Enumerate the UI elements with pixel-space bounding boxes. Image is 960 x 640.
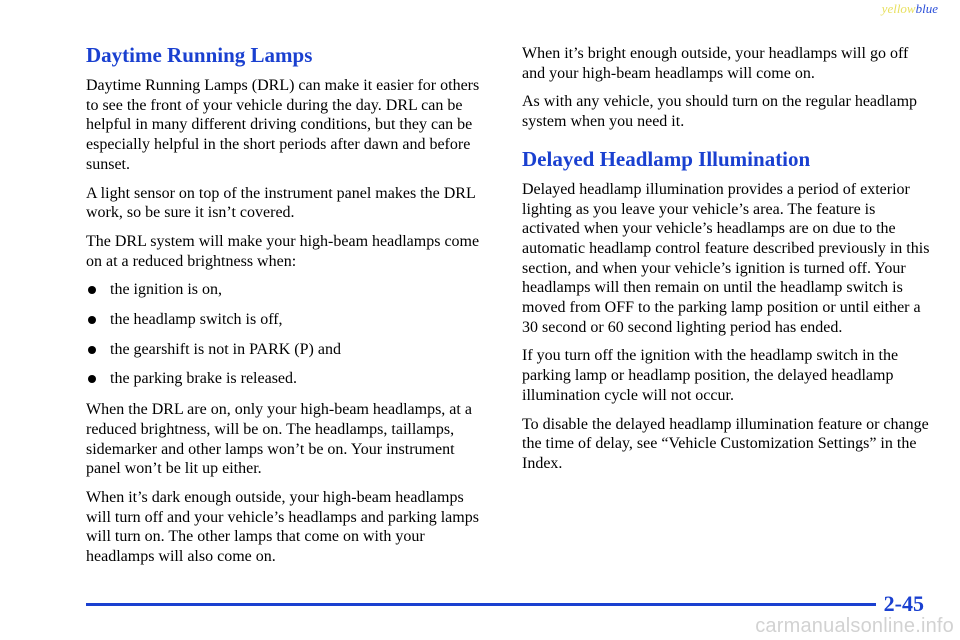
paragraph: When it’s bright enough outside, your headlamps will go off and your high‑beam headlamps will come on.	[522, 45, 909, 82]
section-heading-daytime-running-lamps: Daytime Running Lamps	[86, 43, 313, 67]
section-heading-delayed-headlamp-illumination: Delayed Headlamp Illumination	[522, 146, 811, 171]
bullet-icon	[88, 286, 96, 294]
paragraph: The DRL system will make your high‑beam headlamps come on at a reduced brightness when:	[86, 232, 480, 270]
paragraph: Daytime Running Lamps (DRL) can make it easier for others to see the front of your vehicle during the day. DRL can be helpful in many different driving conditions, but they can be especially helpful in the short periods after dawn and before sunset.	[86, 77, 480, 173]
bullet-icon	[88, 375, 96, 383]
right-column	[522, 44, 932, 483]
drl-conditions-list	[86, 280, 492, 389]
paragraph: If you turn off the ignition with the headlamp switch in the parking lamp or headlamp position, the delayed headlamp illumination cycle will not occur.	[522, 347, 899, 404]
paragraph: When the DRL are on, only your high‑beam headlamps, at a reduced brightness, will be on. The headlamps, taillamps, sidemarker and other lamps won’t be on. Your instrument panel won’t be lit up either.	[86, 401, 472, 478]
color-tag-yellow: yellow	[881, 1, 916, 16]
paragraph: As with any vehicle, you should turn on the regular headlamp system when you need it.	[522, 93, 918, 131]
list-item-text: the headlamp switch is off,	[110, 311, 283, 329]
footer-divider	[86, 603, 876, 606]
list-item	[86, 340, 492, 360]
document-color-tag	[882, 1, 938, 17]
watermark-logo: carmanualsonline.info	[755, 615, 954, 637]
list-item-text: the parking brake is released.	[110, 370, 298, 388]
bullet-icon	[88, 316, 96, 324]
list-item-text: the ignition is on,	[110, 281, 222, 299]
left-column	[86, 42, 492, 576]
list-item-text: the gearshift is not in PARK (P) and	[110, 340, 341, 358]
list-item	[86, 280, 492, 300]
page-number: 2-45	[883, 591, 924, 616]
list-item	[86, 310, 492, 330]
color-tag-blue: blue	[915, 1, 938, 16]
paragraph: Delayed headlamp illumination provides a period of exterior lighting as you leave your vehicle’s area. The feature is activated when your vehicle’s headlamps are on due to the automatic headlamp control feature described previously in this section, and when your vehicle’s ignition is turned off. Your headlamps will then remain on until the headlamp switch is moved from OFF to the parking lamp position or until either a 30 second or 60 second lighting period has ended.	[522, 180, 930, 336]
paragraph: When it’s dark enough outside, your high‑beam headlamps will turn off and your vehicle’s headlamps and parking lamps will turn on. The other lamps that come on with your headlamps will also come on.	[86, 488, 479, 566]
bullet-icon	[88, 346, 96, 354]
list-item	[86, 369, 492, 389]
paragraph: A light sensor on top of the instrument panel makes the DRL work, so be sure it isn’t covered.	[86, 184, 476, 222]
paragraph: To disable the delayed headlamp illumination feature or change the time of delay, see “Vehicle Customization Settings” in the Index.	[522, 415, 929, 472]
